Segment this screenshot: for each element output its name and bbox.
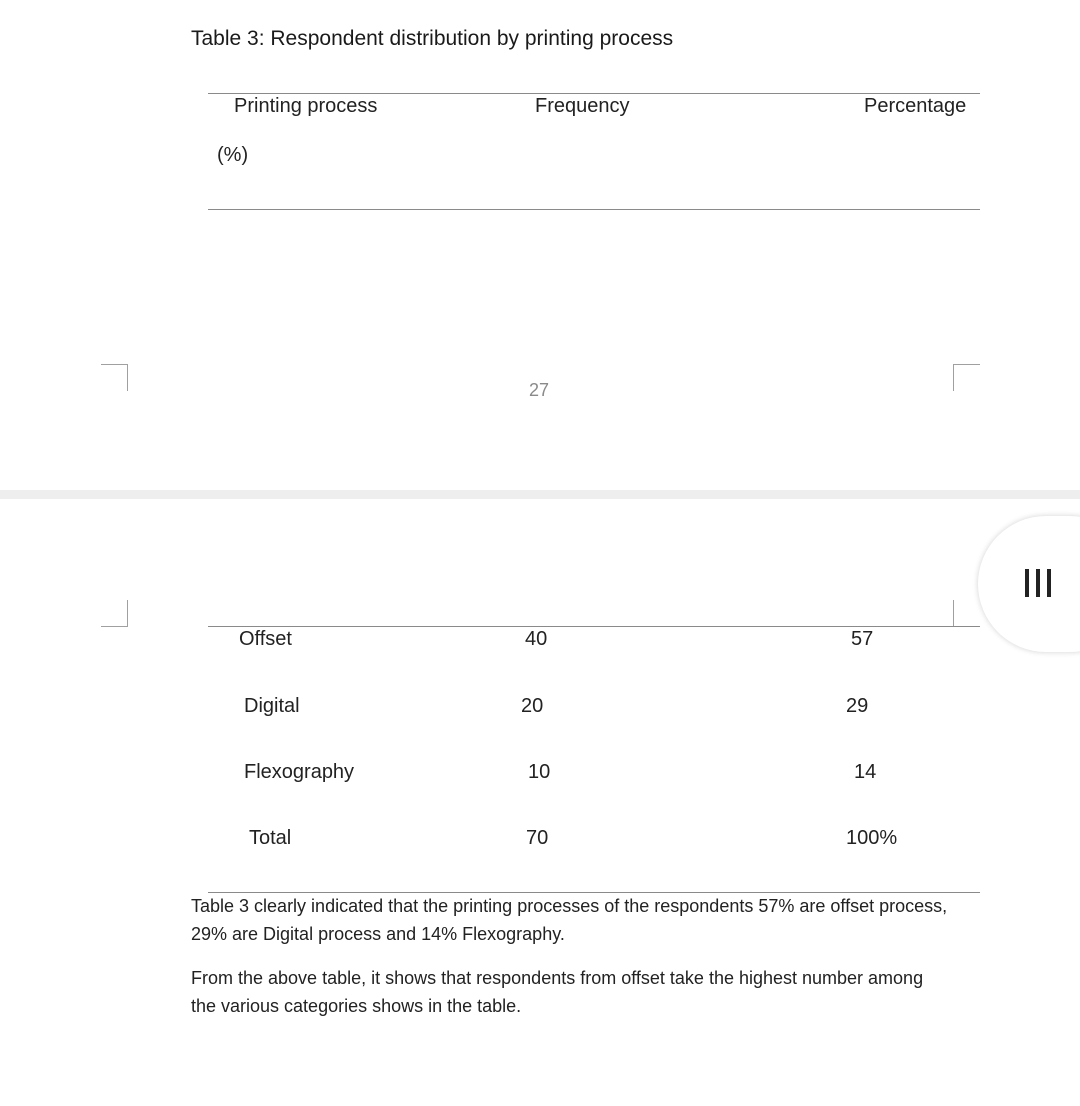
table-cell-process: Total	[249, 827, 292, 849]
table-title: Table 3: Respondent distribution by printing process	[191, 27, 674, 50]
table-top-rule	[208, 93, 980, 94]
crop-mark-top-right	[953, 600, 980, 627]
header-percentage-unit: (%)	[217, 144, 249, 166]
crop-mark-bottom-right	[953, 364, 980, 391]
table-cell-frequency: 20	[521, 695, 544, 717]
table-cell-process: Offset	[239, 628, 292, 650]
table-body-top-rule	[208, 626, 980, 627]
table-cell-percentage: 29	[846, 695, 869, 717]
crop-mark-bottom-left	[101, 364, 128, 391]
paragraph-conclusion: From the above table, it shows that respondents from offset take the highest number among the various categories shows in the table.	[191, 968, 924, 1016]
table-cell-process: Digital	[244, 695, 300, 717]
paragraph-summary: Table 3 clearly indicated that the printing processes of the respondents 57% are offset process, 29% are Digital process and 14% Flexography.	[191, 896, 948, 944]
header-printing-process: Printing process	[234, 95, 378, 117]
table-cell-frequency: 10	[528, 761, 551, 783]
page-number: 27	[529, 380, 550, 400]
table-cell-percentage: 57	[851, 628, 874, 650]
table-cell-frequency: 40	[525, 628, 548, 650]
table-cell-percentage: 100%	[846, 827, 898, 849]
header-percentage: Percentage	[864, 95, 967, 117]
page-1	[0, 0, 1080, 490]
header-frequency: Frequency	[535, 95, 630, 117]
table-cell-frequency: 70	[526, 827, 549, 849]
crop-mark-top-left	[101, 600, 128, 627]
table-cell-percentage: 14	[854, 761, 877, 783]
table-header-rule	[208, 209, 980, 210]
table-cell-process: Flexography	[244, 761, 355, 783]
page-separator	[0, 490, 1080, 499]
menu-icon[interactable]	[1022, 567, 1054, 599]
